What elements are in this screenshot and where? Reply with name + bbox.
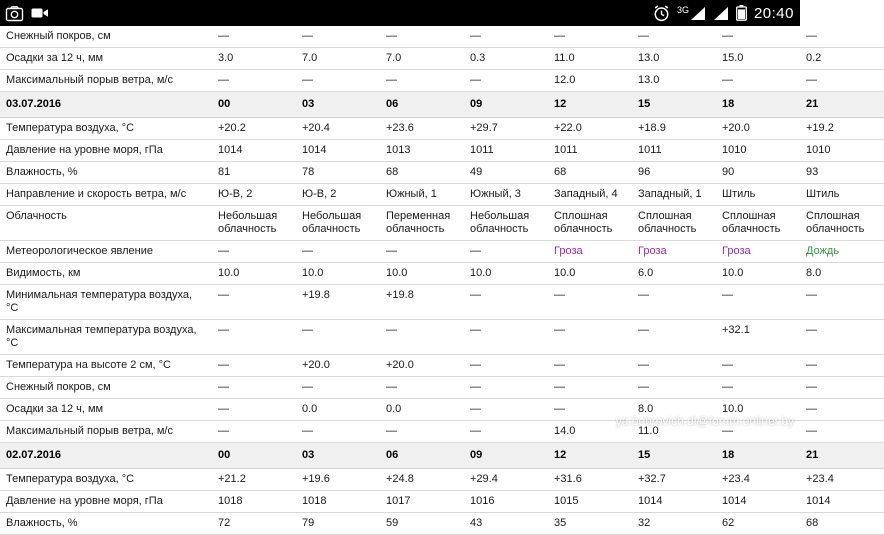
table-cell: — (296, 320, 380, 355)
table-cell: 68 (380, 162, 464, 184)
table-row (0, 320, 884, 355)
table-cell: Западный, 4 (548, 184, 632, 206)
table-cell: 1017 (380, 491, 464, 513)
table-cell: Сплошная облачность (716, 206, 800, 241)
row-label: Давление на уровне моря, гПа (0, 140, 212, 162)
table-cell: +20.0 (296, 355, 380, 377)
table-cell: Сплошная облачность (800, 206, 884, 241)
table-cell: Сплошная облачность (548, 206, 632, 241)
status-bar (0, 0, 800, 26)
table-cell: 10.0 (716, 399, 800, 421)
row-label: Влажность, % (0, 513, 212, 535)
table-cell: +23.4 (800, 469, 884, 491)
table-cell: — (464, 320, 548, 355)
table-cell: — (464, 285, 548, 320)
table-cell: 1011 (548, 140, 632, 162)
table-cell: +18.9 (632, 118, 716, 140)
table-cell: — (632, 26, 716, 48)
table-cell: 62 (716, 513, 800, 535)
table-cell: Штиль (800, 184, 884, 206)
table-cell: — (212, 355, 296, 377)
table-cell: — (716, 70, 800, 92)
table-cell: — (800, 285, 884, 320)
hour-header: 18 (716, 92, 800, 118)
status-bar-right-icons (653, 5, 794, 22)
table-cell: Ю-В, 2 (296, 184, 380, 206)
table-cell: Сплошная облачность (632, 206, 716, 241)
table-row (0, 118, 884, 140)
table-cell: 1014 (800, 491, 884, 513)
table-cell: — (212, 241, 296, 263)
table-cell: 3.0 (212, 48, 296, 70)
table-cell: — (380, 320, 464, 355)
table-cell: — (548, 26, 632, 48)
table-cell: 1014 (212, 140, 296, 162)
date-label: 02.07.2016 (0, 443, 212, 469)
table-cell: 1014 (296, 140, 380, 162)
table-cell: 1011 (464, 140, 548, 162)
signal-bars-icon (713, 6, 729, 21)
table-cell: — (380, 421, 464, 443)
table-cell: 0.2 (800, 48, 884, 70)
hour-header: 06 (380, 92, 464, 118)
table-cell: — (212, 285, 296, 320)
table-cell: 1013 (380, 140, 464, 162)
table-cell: — (296, 377, 380, 399)
table-row (0, 513, 884, 535)
hour-header: 18 (716, 443, 800, 469)
hour-header: 12 (548, 92, 632, 118)
table-cell: — (632, 320, 716, 355)
table-cell: 11.0 (548, 48, 632, 70)
table-cell: Южный, 3 (464, 184, 548, 206)
table-cell: 10.0 (716, 263, 800, 285)
table-cell: 10.0 (464, 263, 548, 285)
table-row (0, 48, 884, 70)
watermark-text: ya.bobrovich.dl@forum.onliner.by (615, 414, 794, 428)
row-label: Направление и скорость ветра, м/с (0, 184, 212, 206)
table-cell: +19.6 (296, 469, 380, 491)
table-cell: — (212, 70, 296, 92)
table-cell: — (548, 320, 632, 355)
table-cell: — (464, 399, 548, 421)
hour-header: 03 (296, 443, 380, 469)
table-cell: +23.6 (380, 118, 464, 140)
table-cell: Небольшая облачность (464, 206, 548, 241)
hour-header: 21 (800, 92, 884, 118)
table-cell: — (464, 70, 548, 92)
table-cell: +19.8 (380, 285, 464, 320)
row-label: Влажность, % (0, 162, 212, 184)
table-row (0, 469, 884, 491)
table-cell: Ю-В, 2 (212, 184, 296, 206)
table-row (0, 421, 884, 443)
table-cell: Западный, 1 (632, 184, 716, 206)
table-row (0, 70, 884, 92)
table-cell: 35 (548, 513, 632, 535)
table-cell: — (548, 399, 632, 421)
table-cell: Гроза (716, 241, 800, 263)
hour-header: 09 (464, 443, 548, 469)
table-cell: Дождь (800, 241, 884, 263)
row-label: Снежный покров, см (0, 377, 212, 399)
table-cell: — (632, 355, 716, 377)
table-cell: 0.0 (380, 399, 464, 421)
table-cell: 49 (464, 162, 548, 184)
table-date-header-row (0, 443, 884, 469)
table-cell: — (212, 421, 296, 443)
table-cell: +29.7 (464, 118, 548, 140)
table-cell: 7.0 (380, 48, 464, 70)
table-cell: 96 (632, 162, 716, 184)
table-cell: +29.4 (464, 469, 548, 491)
hour-header: 15 (632, 443, 716, 469)
table-cell: — (380, 70, 464, 92)
table-cell: — (212, 399, 296, 421)
table-cell: — (296, 26, 380, 48)
row-label: Осадки за 12 ч, мм (0, 399, 212, 421)
table-cell: — (212, 377, 296, 399)
table-cell: — (716, 377, 800, 399)
table-cell: — (716, 285, 800, 320)
table-cell: +19.2 (800, 118, 884, 140)
table-row (0, 285, 884, 320)
table-cell: — (296, 421, 380, 443)
table-row (0, 241, 884, 263)
row-label: Температура на высоте 2 см, °С (0, 355, 212, 377)
table-cell: 10.0 (212, 263, 296, 285)
table-row (0, 184, 884, 206)
table-cell: 10.0 (296, 263, 380, 285)
table-row (0, 162, 884, 184)
table-cell: 14.0 (548, 421, 632, 443)
table-cell: — (464, 241, 548, 263)
table-cell: — (212, 320, 296, 355)
table-cell: 1016 (464, 491, 548, 513)
table-cell: — (464, 421, 548, 443)
table-cell: — (548, 285, 632, 320)
table-cell: +20.0 (380, 355, 464, 377)
table-cell: 0.3 (464, 48, 548, 70)
table-row (0, 377, 884, 399)
table-cell: Небольшая облачность (296, 206, 380, 241)
table-cell: +20.4 (296, 118, 380, 140)
table-cell: 12.0 (548, 70, 632, 92)
signal-bars-icon (677, 6, 706, 21)
table-row (0, 491, 884, 513)
date-label: 03.07.2016 (0, 92, 212, 118)
table-cell: — (800, 70, 884, 92)
table-cell: +32.7 (632, 469, 716, 491)
table-cell: — (548, 355, 632, 377)
table-cell: — (632, 285, 716, 320)
row-label: Максимальный порыв ветра, м/с (0, 421, 212, 443)
table-cell: +31.6 (548, 469, 632, 491)
table-cell: — (380, 26, 464, 48)
weather-table-body (0, 26, 884, 535)
alarm-clock-icon (653, 5, 670, 22)
table-cell: 11.0 (632, 421, 716, 443)
table-cell: 13.0 (632, 48, 716, 70)
table-cell: — (800, 377, 884, 399)
hour-header: 00 (212, 92, 296, 118)
table-row (0, 206, 884, 241)
table-cell: +20.2 (212, 118, 296, 140)
table-cell: 59 (380, 513, 464, 535)
table-cell: Небольшая облачность (212, 206, 296, 241)
row-label: Осадки за 12 ч, мм (0, 48, 212, 70)
table-cell: — (464, 377, 548, 399)
table-cell: Штиль (716, 184, 800, 206)
table-cell: +19.8 (296, 285, 380, 320)
table-cell: 1014 (716, 491, 800, 513)
hour-header: 03 (296, 92, 380, 118)
table-cell: 68 (548, 162, 632, 184)
status-bar-left-icons (6, 6, 49, 21)
table-cell: — (296, 241, 380, 263)
table-cell: — (800, 26, 884, 48)
photo-icon (6, 6, 23, 21)
table-cell: — (800, 355, 884, 377)
table-cell: — (296, 70, 380, 92)
table-cell: — (464, 26, 548, 48)
table-row (0, 355, 884, 377)
table-cell: 10.0 (548, 263, 632, 285)
row-label: Минимальная температура воздуха, °С (0, 285, 212, 320)
row-label: Метеорологическое явление (0, 241, 212, 263)
table-cell: Гроза (548, 241, 632, 263)
table-cell: — (716, 355, 800, 377)
status-bar-clock: 20:40 (753, 4, 794, 22)
hour-header: 12 (548, 443, 632, 469)
table-cell: — (632, 377, 716, 399)
table-row (0, 26, 884, 48)
row-label: Температура воздуха, °С (0, 118, 212, 140)
table-cell: — (380, 241, 464, 263)
table-date-header-row (0, 92, 884, 118)
table-cell: 90 (716, 162, 800, 184)
table-cell: 79 (296, 513, 380, 535)
table-cell: 1018 (296, 491, 380, 513)
table-cell: Переменная облачность (380, 206, 464, 241)
hour-header: 15 (632, 92, 716, 118)
battery-icon (736, 5, 747, 21)
table-row (0, 263, 884, 285)
table-row (0, 399, 884, 421)
table-cell: — (212, 26, 296, 48)
network-type-label: 3G (676, 4, 689, 15)
table-cell: +32.1 (716, 320, 800, 355)
table-cell: +21.2 (212, 469, 296, 491)
hour-header: 00 (212, 443, 296, 469)
table-cell: +22.0 (548, 118, 632, 140)
hour-header: 09 (464, 92, 548, 118)
table-cell: 32 (632, 513, 716, 535)
table-cell: 78 (296, 162, 380, 184)
table-cell: 6.0 (632, 263, 716, 285)
table-cell: — (800, 399, 884, 421)
table-cell: +23.4 (716, 469, 800, 491)
row-label: Облачность (0, 206, 212, 241)
table-cell: 0.0 (296, 399, 380, 421)
row-label: Видимость, км (0, 263, 212, 285)
table-cell: 1015 (548, 491, 632, 513)
table-cell: 1018 (212, 491, 296, 513)
table-cell: 1010 (800, 140, 884, 162)
row-label: Максимальная температура воздуха, °С (0, 320, 212, 355)
hour-header: 21 (800, 443, 884, 469)
table-cell: 10.0 (380, 263, 464, 285)
table-cell: 72 (212, 513, 296, 535)
table-cell: — (800, 320, 884, 355)
table-cell: 13.0 (632, 70, 716, 92)
table-cell: 8.0 (800, 263, 884, 285)
table-cell: 81 (212, 162, 296, 184)
table-cell: — (464, 355, 548, 377)
table-cell: 8.0 (632, 399, 716, 421)
table-cell: 1014 (632, 491, 716, 513)
table-cell: Южный, 1 (380, 184, 464, 206)
row-label: Снежный покров, см (0, 26, 212, 48)
video-camera-icon (31, 6, 49, 20)
table-cell: +20.0 (716, 118, 800, 140)
table-cell: 1010 (716, 140, 800, 162)
table-cell: 68 (800, 513, 884, 535)
table-cell: — (716, 26, 800, 48)
table-cell: — (800, 421, 884, 443)
table-cell: +24.8 (380, 469, 464, 491)
hour-header: 06 (380, 443, 464, 469)
table-cell: 1011 (632, 140, 716, 162)
table-row (0, 140, 884, 162)
table-cell: — (548, 377, 632, 399)
table-cell: 7.0 (296, 48, 380, 70)
table-cell: — (380, 377, 464, 399)
table-cell: 43 (464, 513, 548, 535)
row-label: Максимальный порыв ветра, м/с (0, 70, 212, 92)
row-label: Давление на уровне моря, гПа (0, 491, 212, 513)
weather-table (0, 26, 884, 535)
table-cell: Гроза (632, 241, 716, 263)
table-cell: 15.0 (716, 48, 800, 70)
weather-table-scroll-area[interactable] (0, 26, 865, 529)
row-label: Температура воздуха, °С (0, 469, 212, 491)
table-cell: — (716, 421, 800, 443)
table-cell: 93 (800, 162, 884, 184)
